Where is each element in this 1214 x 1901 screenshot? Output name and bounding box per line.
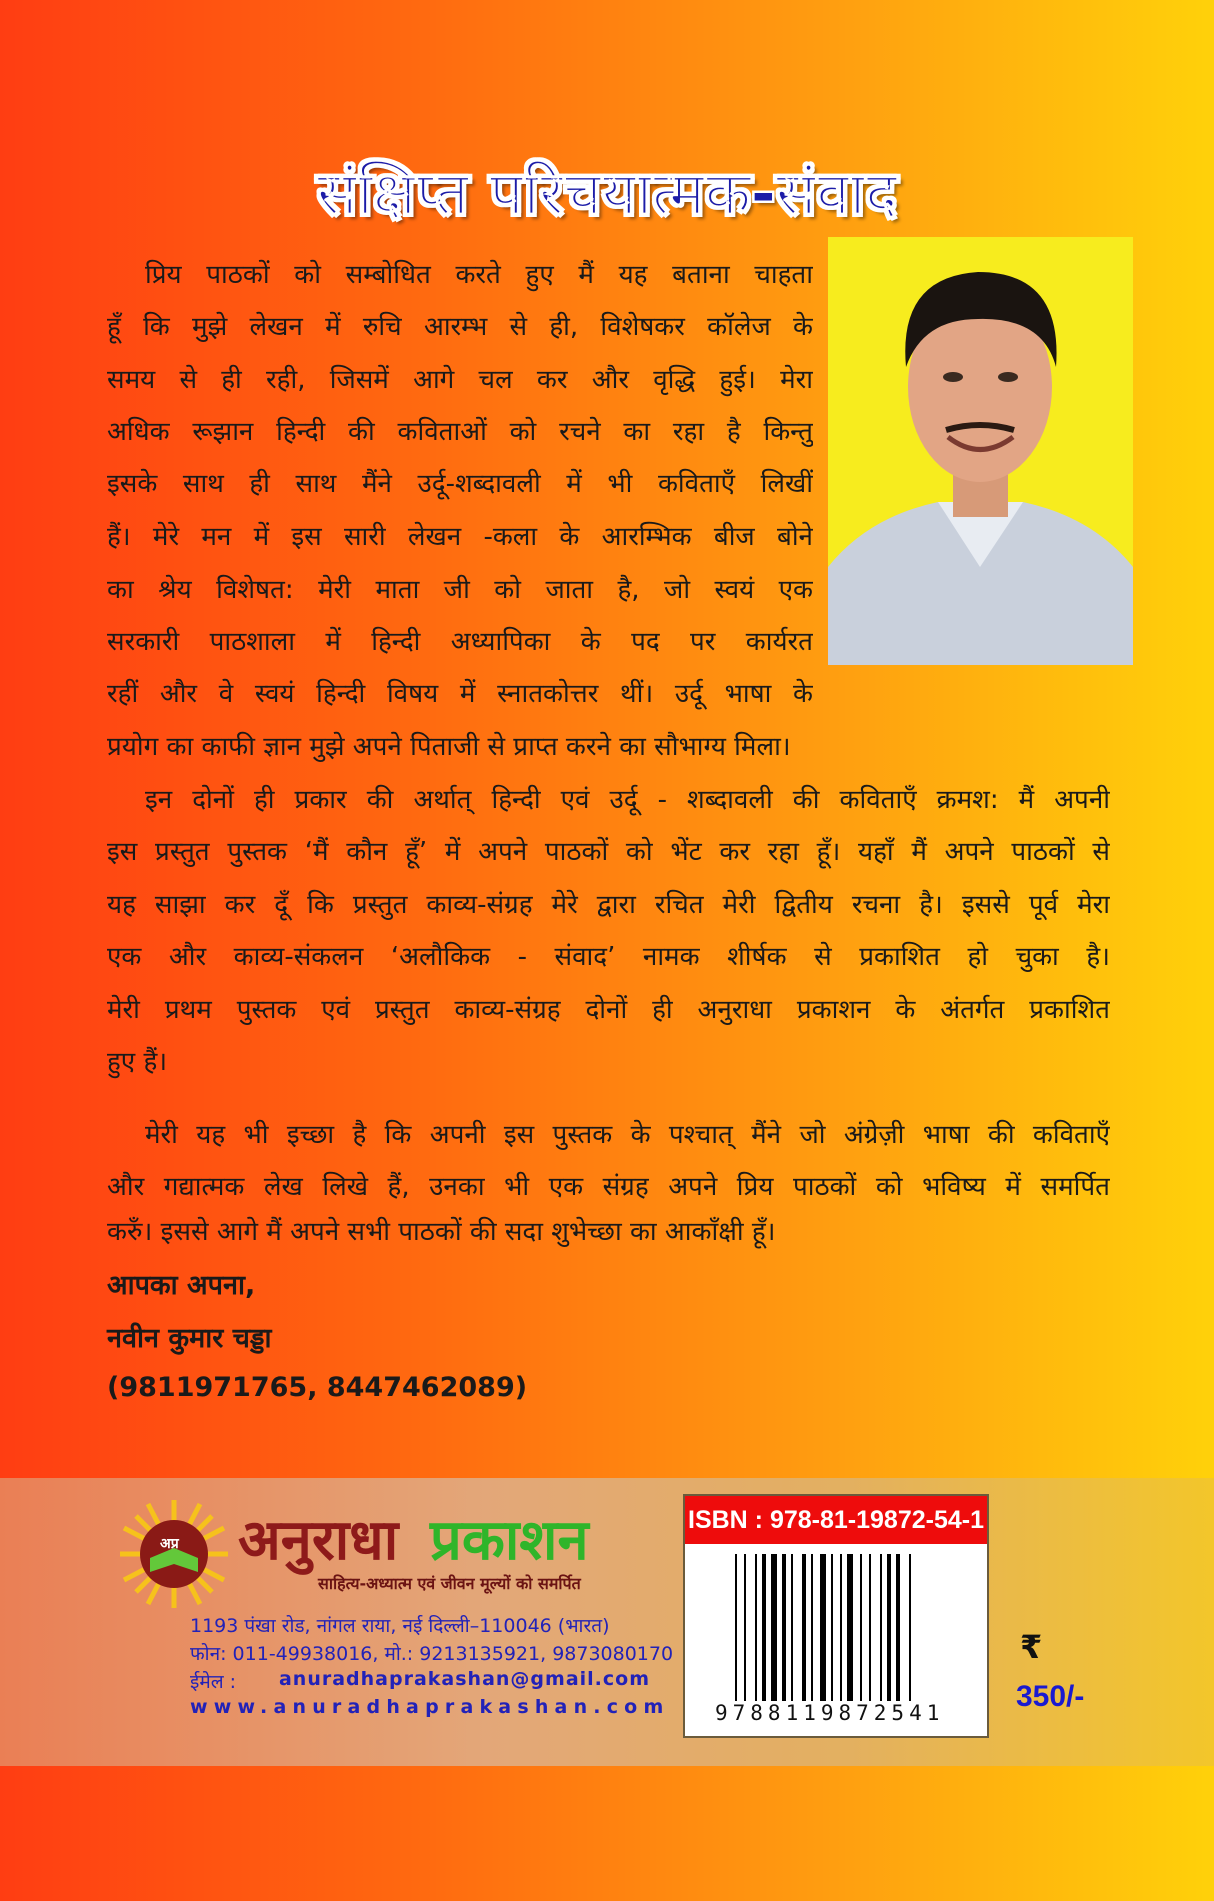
barcode: [735, 1554, 945, 1704]
text-line: सरकारी पाठशाला में हिन्दी अध्यापिका के पद पर कार्यरत: [107, 627, 813, 657]
barcode-bar: [840, 1554, 842, 1704]
text-line: करुँ। इससे आगे मैं अपने सभी पाठकों की सदा शुभेच्छा का आकाँक्षी हूँ।: [107, 1217, 776, 1247]
text-line: का श्रेय विशेषत: मेरी माता जी को जाता है, जो स्वयं एक: [107, 575, 813, 605]
publisher-phone: फोन: 011-49938016, मो.: 9213135921, 9873080170: [190, 1643, 674, 1665]
barcode-bar: [887, 1554, 891, 1704]
page-title: संक्षिप्त परिचयात्मक-संवाद: [316, 159, 898, 229]
text-line: अधिक रूझान हिन्दी की कविताओं को रचने का रहा है किन्तु: [107, 417, 813, 447]
barcode-number: 9788119872541: [715, 1701, 945, 1725]
author-name: नवीन कुमार चड्डा: [107, 1323, 272, 1354]
text-line: मेरी प्रथम पुस्तक एवं प्रस्तुत काव्य-संग्रह दोनों ही अनुराधा प्रकाशन के अंतर्गत प्रकाशित: [107, 995, 1110, 1025]
barcode-bar: [869, 1554, 871, 1704]
email-label: ईमेल :: [190, 1671, 237, 1693]
text-line: यह साझा कर दूँ कि प्रस्तुत काव्य-संग्रह मेरे द्वारा रचित मेरी द्वितीय रचना है। इससे पूर्व मेरा: [107, 890, 1110, 920]
publisher-address: 1193 पंखा रोड, नांगल राया, नई दिल्ली–110046 (भारत): [190, 1615, 610, 1637]
price: 350/-: [1016, 1680, 1085, 1713]
publisher-name-part1: अनुराधा: [238, 1508, 399, 1573]
publisher-website[interactable]: www.anuradhaprakashan.com: [190, 1696, 670, 1718]
text-line: मेरी यह भी इच्छा है कि अपनी इस पुस्तक के पश्चात् मैंने जो अंग्रेज़ी भाषा की कविताएँ: [145, 1120, 1110, 1150]
isbn-label: ISBN : 978-81-19872-54-1: [685, 1496, 987, 1544]
text-line: इसके साथ ही साथ मैंने उर्दू-शब्दावली में भी कविताएँ लिखीं: [107, 469, 813, 499]
barcode-bar: [744, 1554, 746, 1704]
barcode-bar: [811, 1554, 813, 1704]
barcode-bar: [802, 1554, 806, 1704]
barcode-bar: [782, 1554, 786, 1704]
publisher-email[interactable]: anuradhaprakashan@gmail.com: [278, 1668, 650, 1690]
text-line: और गद्यात्मक लेख लिखे हैं, उनका भी एक संग्रह अपने प्रिय पाठकों को भविष्य में समर्पित: [107, 1172, 1110, 1202]
text-line: हुए हैं।: [107, 1047, 168, 1077]
barcode-bar: [755, 1554, 757, 1704]
barcode-bar: [831, 1554, 833, 1704]
publisher-logo: [118, 1498, 230, 1610]
barcode-bar: [762, 1554, 766, 1704]
barcode-bar: [771, 1554, 777, 1704]
text-line: प्रिय पाठकों को सम्बोधित करते हुए मैं यह बताना चाहता: [145, 260, 813, 290]
barcode-bar: [860, 1554, 862, 1704]
rupee-icon: ₹: [1020, 1628, 1043, 1666]
signature-closing: आपका अपना,: [107, 1270, 256, 1301]
barcode-bar: [735, 1554, 737, 1704]
text-line: हूँ कि मुझे लेखन में रुचि आरम्भ से ही, विशेषकर कॉलेज के: [107, 312, 813, 342]
sun-icon: [118, 1498, 230, 1610]
text-line: इस प्रस्तुत पुस्तक ‘मैं कौन हूँ’ में अपने पाठकों को भेंट कर रहा हूँ। यहाँ मैं अपने पाठकों से: [107, 837, 1110, 867]
text-line: एक और काव्य-संकलन ‘अलौकिक - संवाद’ नामक शीर्षक से प्रकाशित हो चुका है।: [107, 942, 1110, 972]
publisher-tagline: साहित्य-अध्यात्म एवं जीवन मूल्यों को समर्पित: [318, 1574, 581, 1593]
barcode-bar: [909, 1554, 911, 1704]
publisher-name-part2: प्रकाशन: [430, 1508, 589, 1573]
text-line: हैं। मेरे मन में इस सारी लेखन -कला के आरम्भिक बीज बोने: [107, 522, 813, 552]
text-line: इन दोनों ही प्रकार की अर्थात् हिन्दी एवं उर्दू - शब्दावली की कविताएँ क्रमश: मैं अपनी: [145, 785, 1110, 815]
text-line: रहीं और वे स्वयं हिन्दी विषय में स्नातकोत्तर थीं। उर्दू भाषा के: [107, 679, 813, 709]
barcode-bar: [880, 1554, 882, 1704]
text-line: प्रयोग का काफी ज्ञान मुझे अपने पिताजी से प्राप्त करने का सौभाग्य मिला।: [107, 732, 791, 762]
author-photo: [828, 237, 1133, 665]
text-line: समय से ही रही, जिसमें आगे चल कर और वृद्धि हुई। मेरा: [107, 365, 813, 395]
barcode-bar: [820, 1554, 826, 1704]
logo-text: अप्र: [160, 1536, 179, 1552]
author-phones: (9811971765, 8447462089): [107, 1372, 528, 1403]
barcode-bar: [896, 1554, 900, 1704]
isbn-box: [683, 1494, 989, 1738]
barcode-bar: [791, 1554, 793, 1704]
barcode-bar: [847, 1554, 853, 1704]
